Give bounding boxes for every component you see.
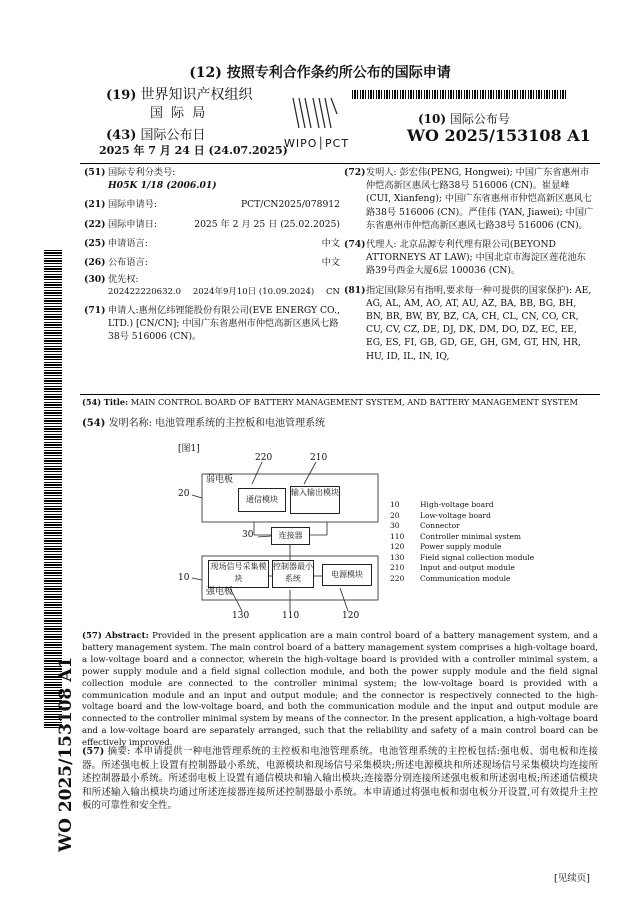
filing-language: 中文 [321,237,340,249]
legend-item: 20 Low-voltage board [390,510,491,520]
ref-110: 110 [282,611,300,621]
field-row: (21) 国际申请号: PCT/CN2025/078912 [84,199,340,211]
wipo-emblem-icon [287,94,343,134]
divider [80,163,600,164]
left-fields [84,166,340,343]
ref-30: 30 [242,530,254,540]
divider [80,394,600,395]
legend-item: 220 Communication module [390,573,511,583]
pubdate-value: 2025 年 7 月 24 日 (24.07.2025) [99,144,288,157]
applicant-text: 申请人:惠州亿纬锂能股份有限公司(EVE ENERGY CO., LTD.) [CN/CN]; 中国广东省惠州市仲恺高新区惠风七路38号 516006 (CN)。 [108,304,340,343]
pubdate-block [106,124,206,143]
top-barcode [352,90,566,99]
ref-10: 10 [178,573,190,583]
continued-note: [见续页] [554,873,590,884]
publication-language: 中文 [321,257,340,269]
ref-220: 220 [255,453,273,463]
logo-text: WIPO│PCT [284,137,350,150]
title-en-text: MAIN CONTROL BOARD OF BATTERY MANAGEMENT SYSTEM, AND BATTERY MANAGEMENT SYSTEM [130,397,578,407]
abstract-en: (57) Abstract: Provided in the present application are a main control board of a battery management system, and a battery management system. The main control board of a battery management system comprises a high-voltage board, a low-voltage board and a connector, wherein the high-voltage board is provided with a controller minimal system, a power supply module and a field signal collection module, and both the power supply module and the field signal collection module are connected to the controller minimal system; the low-voltage board is provided with a communication module and an input and output module; and the connector is respectively connected to the high-voltage board and the low-voltage board, and both the communication module and the input and output module are connected to the controller minimal system by means of the connector. In the present application, a high-voltage board and a low-voltage board are separately arranged, such that the reliability and safety of a main control board can be effectively improved. [82,631,599,749]
high-board-label: 强电板 [206,587,234,597]
legend-item: 130 Field signal collection module [390,552,535,562]
org-name: 世界知识产权组织 [140,87,253,103]
priority-row [84,286,340,299]
legend-item: 30 Connector [390,521,460,530]
ipc-code: H05K 1/18 (2006.01) [108,180,217,192]
pubno-label: 国际公布号 [449,112,510,126]
field-signal-module-box: 现场信号采集模块 [208,560,269,588]
legend-item: 110 Controller minimal system [390,531,522,541]
figure-1 [172,440,612,625]
inventors-row: (72) 发明人: 彭宏伟(PENG, Hongwei); 中国广东省惠州市仲恺高新区惠风七路38号 516006 (CN)。崔显峰 (CUI, Xianfeng); 中国广东省惠州市仲恺高新区惠风七路38号 516006 (CN)。严佳伟 (YAN, Jiawei); 中国广东省惠州市仲恺高新区惠风七路38号 516006 (CN)。 [344,167,594,231]
io-module-box: 输入输出模块 [290,486,340,514]
pubdate-label: 国际公布日 [140,128,206,143]
pubno-num: (10) [418,112,447,126]
right-fields [344,166,594,363]
priority-date: 2024年9月10日 (10.09.2024) [192,287,315,298]
field-row [84,166,340,179]
org-num: (19) [106,88,137,103]
side-publication-number: WO 2025/153108 A1 [56,656,76,852]
field-row: (26) 公布语言: 中文 [84,257,340,269]
controller-minimal-box: 控制器最小系统 [272,560,314,588]
abstract-zh-text: 本申请提供一种电池管理系统的主控板和电池管理系统。电池管理系统的主控板包括:强电板、弱电板和连接器。所述强电板上设置有控制器最小系统、电源模块和现场信号采集模块;所述电源模块和所述现场信号采集模块均连接所述控制器最小系统。所述弱电板上设置有通信模块和输入输出模块;连接器分别连接所述强电板和所述弱电板;所述通信模块和所述输入输出模块均通过所述连接器连接所述控制器最小系统。本申请通过将强电板和弱电板分开设置,可有效提升主控板的可靠性和安全性。 [82,746,599,812]
agent-text: 代理人: 北京品源专利代理有限公司(BEYOND ATTORNEYS AT LAW); 中国北京市海淀区莲花池东路39号西金大厦6层 100036 (CN)。 [366,239,586,277]
application-number: PCT/CN2025/078912 [240,199,340,211]
abstract-en-text: Provided in the present application are a main control board of a battery management system, and a battery management system. The main control board of a battery management system comprises a high-voltage board, a low-voltage board and a connector, wherein the high-voltage board is provided with a controller minimal system, a power supply module and a field signal collection module, and both the power supply module and the field signal collection module are connected to the controller minimal system; the low-voltage board is provided with a communication module and an input and output module; and the connector is respectively connected to the high-voltage board and the low-voltage board, and both the communication module and the input and output module are connected to the controller minimal system by means of the connector. In the present application, a high-voltage board and a low-voltage board are separately arranged, such that the reliability and safety of a main control board can be effectively improved. [82,631,599,749]
field-row: (22) 国际申请日: 2025 年 2 月 25 日 (25.02.2025) [84,218,340,230]
connector-box: 连接器 [271,527,310,545]
priority-country: CN [326,287,340,298]
pubdate-num: (43) [106,128,137,143]
communication-module-box: 通信模块 [238,488,286,512]
ref-130: 130 [232,611,250,621]
field-num: (51) [84,167,106,178]
legend-item: 10 High-voltage board [390,500,494,509]
legend-item: 120 Power supply module [390,542,502,551]
org-sub: 国 际 局 [150,106,208,121]
legend-item: 210 Input and output module [390,563,515,572]
field-label: 国际专利分类号: [108,167,176,178]
title-zh-text: 电池管理系统的主控板和电池管理系统 [155,418,326,429]
designated-states-text: 指定国(除另有指明,要求每一种可提供的国家保护): AE, AG, AL, AM, AO, AT, AU, AZ, BA, BB, BG, BH, BN, BR, BW, BY, BZ, CA, CH, CL, CN, CO, CR, CU, CV, CZ, DE, DJ, DK, DM, DO, DZ, EC, EE, EG, ES, FI, GB, GD, GE, GH, GM, GT, HN, HR, HU, ID, IL, IN, IQ, [366,284,592,362]
power-module-box: 电源模块 [322,564,372,586]
priority-number: 202422220632.0 [108,287,182,298]
ref-20: 20 [178,489,190,499]
org-block [106,84,253,104]
applicant-row: (71) 申请人:惠州亿纬锂能股份有限公司(EVE ENERGY CO., LTD.) [CN/CN]; 中国广东省惠州市仲恺高新区惠风七路38号 516006 (CN)。 [84,304,340,343]
title-zh: (54) 发明名称: 电池管理系统的主控板和电池管理系统 [82,418,326,429]
field-row: (30) 优先权: [84,274,139,286]
designated-row: (81) 指定国(除另有指明,要求每一种可提供的国家保护): AE, AG, AL, AM, AO, AT, AU, AZ, BA, BB, BG, BH, BN, BR, BW, BY, BZ, CA, CH, CL, CN, CO, CR, CU, CV, CZ, DE, DJ, DK, DM, DO, DZ, EC, EE, EG, ES, FI, GB, GD, GE, GH, GM, GT, HN, HR, HU, ID, IL, IN, IQ, [344,284,594,363]
ref-120: 120 [342,611,360,621]
pubno-value: WO 2025/153108 A1 [407,126,591,145]
figure-legend [390,500,570,584]
pubno-block [418,110,510,127]
filing-date: 2025 年 2 月 25 日 (25.02.2025) [194,218,340,230]
title-en: (54) Title: MAIN CONTROL BOARD OF BATTERY MANAGEMENT SYSTEM, AND BATTERY MANAGEMENT SYSTEM [82,397,578,407]
ref-210: 210 [310,453,328,463]
field-row [84,179,340,192]
low-board-label: 弱电板 [206,475,234,485]
field-row: (25) 申请语言: 中文 [84,237,340,249]
agent-row: (74) 代理人: 北京品源专利代理有限公司(BEYOND ATTORNEYS AT LAW); 中国北京市海淀区莲花池东路39号西金大厦6层 100036 (CN)。 [344,238,594,278]
abstract-zh: (57) 摘要: 本申请提供一种电池管理系统的主控板和电池管理系统。电池管理系统的主控板包括:强电板、弱电板和连接器。所述强电板上设置有控制器最小系统、电源模块和现场信号采集模块;所述电源模块和所述现场信号采集模块均连接所述控制器最小系统。所述弱电板上设置有通信模块和输入输出模块;连接器分别连接所述强电板和所述弱电板;所述通信模块和所述输入输出模块均通过所述连接器连接所述控制器最小系统。本申请通过将强电板和弱电板分开设置,可有效提升主控板的可靠性和安全性。 [82,746,599,812]
figure-label: [图1] [178,444,200,454]
publication-title: (12) 按照专利合作条约所公布的国际申请 [189,65,451,81]
inventors-text: 发明人: 彭宏伟(PENG, Hongwei); 中国广东省惠州市仲恺高新区惠风七路38号 516006 (CN)。崔显峰 (CUI, Xianfeng); 中国广东省惠州市仲恺高新区惠风七路38号 516006 (CN)。严佳伟 (YAN, Jiawei); 中国广东省惠州市仲恺高新区惠风七路38号 516006 (CN)。 [366,167,594,231]
